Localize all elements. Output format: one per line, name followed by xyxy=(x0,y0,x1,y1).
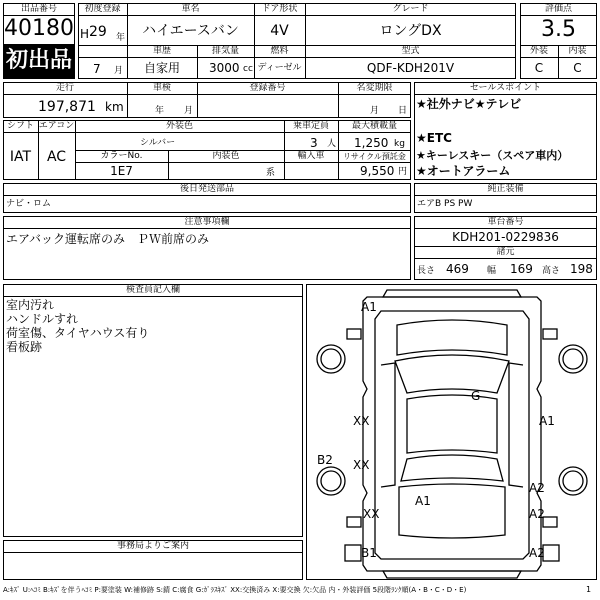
reg-month-unit: 月 xyxy=(114,66,124,76)
office-label: 事務局よりご案内 xyxy=(116,541,189,551)
selling-points-label: セールスポイント xyxy=(469,83,542,93)
reg-no-label: 登録番号 xyxy=(249,83,286,93)
mark-a2-bottom: A2 xyxy=(529,546,545,560)
notes-label: 注意事項欄 xyxy=(184,217,230,227)
inspector-note-3: 荷室傷、タイヤハウス有り xyxy=(6,326,150,340)
len: 469 xyxy=(446,262,469,276)
notes: エアバック運転席のみ ＰＷ前席のみ xyxy=(6,232,210,246)
mark-a1-center: A1 xyxy=(415,494,431,508)
color-label: 外装色 xyxy=(165,121,193,131)
hei: 198 xyxy=(570,262,593,276)
page-number: 1 xyxy=(586,585,592,594)
max-load-unit: kg xyxy=(394,139,405,149)
car-outline-svg xyxy=(307,285,596,579)
door-label: ドア形状 xyxy=(261,4,298,14)
mark-a1-top: A1 xyxy=(361,300,377,314)
lot-label: 出品番号 xyxy=(20,4,57,14)
inspector-note-2: ハンドルすれ xyxy=(6,312,79,326)
score: 3.5 xyxy=(541,17,576,42)
color: シルバー xyxy=(140,138,176,148)
interior-color-unit: 系 xyxy=(266,168,276,178)
history: 自家用 xyxy=(143,61,180,75)
selling-point-4: ★オートアラーム xyxy=(416,164,511,178)
max-load: 1,250 xyxy=(354,136,389,150)
mark-xx-left-low: XX xyxy=(363,507,380,521)
recycle: 9,550 xyxy=(360,164,395,178)
equipment: エアB PS PW xyxy=(417,199,473,209)
era: H xyxy=(80,27,90,41)
displacement-label: 排気量 xyxy=(211,46,239,56)
legend: A:ｷｽﾞ U:ﾍｺﾐ B:ｷｽﾞを伴うﾍｺﾐ P:要塗装 W:補修跡 S:錆 C:腐食 G:ｶﾞﾗｽｷｽﾞ XX:交換済み X:要交換 欠:欠品 内・外装評価 5段階ﾗﾝｸ順(A・B・C・D・E) xyxy=(3,586,467,594)
mark-xx-left-mid: XX xyxy=(353,458,370,472)
dims-label: 諸元 xyxy=(496,247,515,257)
chassis: KDH201-0229836 xyxy=(452,230,559,244)
selling-point-2: ★ETC xyxy=(416,131,452,145)
model: QDF-KDH201V xyxy=(366,61,455,75)
color-no: 1E7 xyxy=(110,164,133,178)
first-sale-badge: 初出品 xyxy=(5,48,72,73)
mark-g: G xyxy=(471,389,481,403)
exterior-score: C xyxy=(534,61,544,75)
car-name: ハイエースバン xyxy=(142,23,239,39)
interior-score: C xyxy=(573,61,582,75)
later-parts-label: 後日発送部品 xyxy=(179,184,234,194)
selling-point-3: ★キーレスキー（スペア車内） xyxy=(416,149,569,162)
name-change-month-unit: 月 xyxy=(370,106,380,116)
mark-a2-right: A2 xyxy=(529,481,545,495)
reg-year: 29 xyxy=(89,24,107,40)
mileage-label: 走行 xyxy=(55,83,74,93)
inspection-month-unit: 月 xyxy=(184,106,194,116)
inspection-label: 車検 xyxy=(152,83,171,93)
inspection-year-unit: 年 xyxy=(155,106,165,116)
max-load-label: 最大積載量 xyxy=(351,121,397,131)
name-change-day-unit: 日 xyxy=(398,106,408,116)
import-label: 輸入車 xyxy=(297,151,325,161)
chassis-label: 車台番号 xyxy=(487,217,524,227)
mark-b2-left: B2 xyxy=(317,453,333,467)
selling-point-1: ★社外ナビ★テレビ xyxy=(416,97,522,111)
wid-label: 幅 xyxy=(487,266,497,276)
inspector-note-1: 室内汚れ xyxy=(6,298,55,312)
door-type: 4V xyxy=(270,23,289,39)
first-reg-label: 初度登録 xyxy=(84,4,121,14)
recycle-unit: 円 xyxy=(398,167,408,177)
history-label: 車歴 xyxy=(152,46,171,56)
ac-label: エアコン xyxy=(38,121,75,131)
interior-color-label: 内装色 xyxy=(212,151,240,161)
inspector-note-4: 看板跡 xyxy=(6,340,43,354)
later-parts: ナビ・ロム xyxy=(6,199,52,209)
wid: 169 xyxy=(510,262,533,276)
mark-a2-low-right: A2 xyxy=(529,507,545,521)
car-name-label: 車名 xyxy=(181,4,200,14)
displacement: 3000 xyxy=(209,61,240,75)
reg-month: 7 xyxy=(93,62,101,76)
model-label: 型式 xyxy=(401,46,420,56)
fuel: ディーゼル xyxy=(257,63,302,73)
grade-label: グレード xyxy=(392,4,429,14)
color-no-label: カラーNo. xyxy=(100,151,143,161)
len-label: 長さ xyxy=(417,266,436,276)
lot-number: 40180 xyxy=(4,16,74,41)
displacement-unit: cc xyxy=(243,64,253,74)
recycle-label: リサイクル預託金 xyxy=(343,152,406,161)
inspector-label: 検査員記入欄 xyxy=(125,285,180,295)
mileage: 197,871 xyxy=(38,99,96,115)
shift: IAT xyxy=(9,149,32,165)
reg-year-unit: 年 xyxy=(116,33,126,43)
fuel-label: 燃料 xyxy=(270,46,289,56)
exterior-score-label: 外装 xyxy=(529,46,548,56)
grade: ロングDX xyxy=(379,23,442,39)
mark-b1: B1 xyxy=(361,546,377,560)
mark-a1-right: A1 xyxy=(539,414,555,428)
hei-label: 高さ xyxy=(542,266,561,276)
equipment-label: 純正装備 xyxy=(487,184,524,194)
interior-score-label: 内装 xyxy=(568,46,587,56)
capacity-unit: 人 xyxy=(327,139,337,149)
capacity-label: 乗車定員 xyxy=(292,121,329,131)
mark-xx-left-top: XX xyxy=(353,414,370,428)
car-diagram xyxy=(306,284,597,580)
mileage-unit: km xyxy=(105,100,124,114)
score-label: 評価点 xyxy=(544,4,572,14)
ac: AC xyxy=(46,149,67,165)
shift-label: シフト xyxy=(6,121,34,131)
capacity: 3 xyxy=(310,136,318,150)
name-change-label: 名変期限 xyxy=(356,83,393,93)
